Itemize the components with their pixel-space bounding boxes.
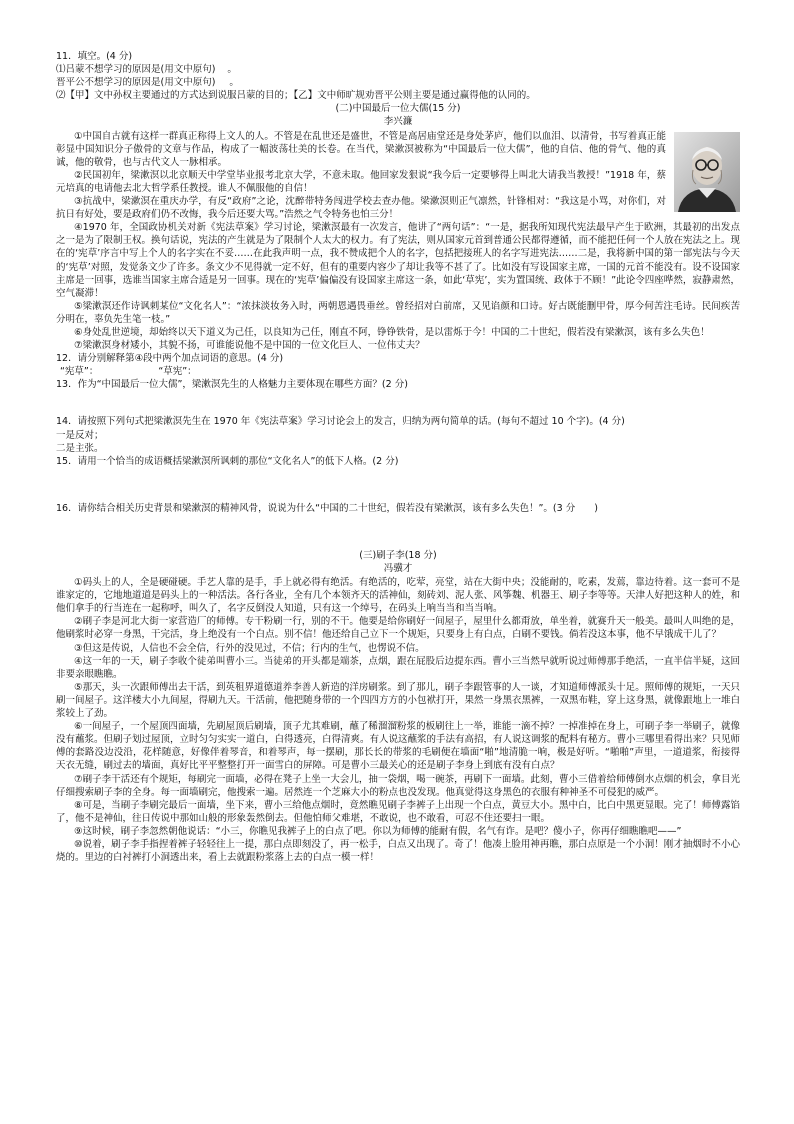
part3-para-8: ⑧可是，当刷子李刷完最后一面墙，坐下来，曹小三给他点烟时，竟然瞧见刷子李裤子上出现一个白点，黄豆大小。黑中白，比白中黑更显眼。完了！师傅露馅了，他不是神仙，往日传说中那如山般的形象轰然倒去。但他怕师父难堪，不敢说，也不敢看，可忍不住还要扫一眼。 xyxy=(56,799,740,824)
q11-line-2: 晋平公不想学习的原因是(用文中原句) 。 xyxy=(56,77,239,89)
q12-text: 12．请分别解释第④段中两个加点词语的意思。(4 分) xyxy=(56,353,284,365)
part3-para-10: ⑩说着，刷子李手指捏着裤子轻轻往上一提，那白点即刻没了，再一松手，白点又出现了。奇了！他凑上脸用神再瞧，那白点原是一个小洞！刚才抽烟时不小心烧的。里边的白衬裤打小洞透出来，看上去就跟粉浆落上去的白点一模一样！ xyxy=(56,838,740,864)
part3-para-4: ④这一年的一天，刷子李收个徒弟叫曹小三。当徒弟的开头都是端茶，点烟，跟在屁股后边提东西。曹小三当然早就听说过师傅那手绝活，一直半信半疑，这回非要亲眼瞧瞧。 xyxy=(56,655,740,680)
part3-para-1: ①码头上的人，全是硬碰硬。手艺人靠的是手，手上就必得有绝活。有绝活的，吃荤，亮堂，站在大街中央；没能耐的，吃素，发蔫，靠边待着。这一套可不是谁家定的，它地地道道是码头上的一种活法。各行各业，全有几个本领齐天的活神仙，刻砖刘、泥人张、风筝魏、机器王、刷子李等等。天津人好把这种人的姓，和他们拿手的行当连在一起称呼，叫久了，名字反倒没人知道，只有这一个绰号，在码头上响当当和当当响。 xyxy=(56,577,741,615)
q15-text: 15．请用一个恰当的成语概括梁漱溟所讽刺的那位“文化名人”的低下人格。(2 分) xyxy=(56,455,399,467)
part2-author: 李兴濂 xyxy=(383,116,413,128)
part2-para-2: ②民国初年，梁漱溟以北京顺天中学堂毕业报考北京大学，不意未取。他回家发狠说“我今后一定要够得上叫北大请我当教授！”1918 年，蔡元培真的电请他去北大哲学系任教授。谁人不佩服他的自信！ xyxy=(56,169,666,194)
part3-para-2: ②刷子李是河北大街一家营造厂的师傅。专干粉刷一行，别的不干。他要是给你刷好一间屋子，屋里什么都甭放，单坐着，就赛升天一般美。最叫人叫绝的是，他刷浆时必穿一身黑，干完活，身上绝没有一个白点。别不信！他还给自己立下一个规矩，只要身上有白点，白刷不要钱。倘若没这本事，他不早饿成干儿了？ xyxy=(56,616,740,641)
part2-para-6: ⑥身处乱世逆境，却始终以天下道义为己任，以良知为己任，刚直不阿，铮铮铁骨，是以雷烁于今！中国的二十世纪，假若没有梁漱溟，该有多么失色！ xyxy=(74,326,710,338)
part3-para-3: ③但这是传说，人信也不会全信，行外的没见过，不信；行内的生气，也愣说不信。 xyxy=(74,642,425,654)
part3-para-9: ⑨这时候，刷子李忽然朝他说话：“小三，你瞧见我裤子上的白点了吧。你以为师傅的能耐有假，名气有诈。是吧？傻小子，你再仔细瞧瞧吧——” xyxy=(74,825,682,837)
part2-heading: (二)中国最后一位大儒(15 分) xyxy=(335,103,461,115)
q14-a: 一是反对； xyxy=(56,429,104,441)
q11-line-3: ⑵【甲】文中孙权主要通过的方式达到说服吕蒙的目的；【乙】文中师旷规劝晋平公则主要是通过赢得他的认同的。 xyxy=(56,90,536,102)
portrait-image xyxy=(674,132,740,212)
q12-term-a: “宪草”： xyxy=(60,366,99,378)
part2-para-4: ④1970 年，全国政协机关对新《宪法草案》学习讨论，梁漱溟最有一次发言，他讲了“两句话”：“一是，据我所知现代宪法最早产生于欧洲，其最初的出发点之一是为了限制王权。换句话说，宪法的产生就是为了限制个人太大的权力。有了宪法，则从国家元首到普通公民都得遵循，而不能把任何一个人放在宪法之上。现在的‘宪草’序言中写上个人的名字实在不妥……在此我声明一点，我不赞成把个人的名字，包括把接班人的名字写进宪法……二是，我将新中国的第一部宪法与今天的‘宪草’对照，发觉条文少了许多。条文少不见得就一定不好，但有的重要内容少了却让我等不甚了了。比如没有写设国家主席，一国的元首不能没有。设不设国家主席是一回事，选谁当国家主席合适是另一回事。现在的‘宪草’偏偏没有设国家主席这一条，如此‘草宪’，实为置国统、政体于不顾！”此论令四座哗然，寂静肃然，空气凝滞！ xyxy=(56,222,741,299)
part2-para-1: ①中国自古就有这样一群真正称得上文人的人。不管是在乱世还是盛世，不管是高居庙堂还是身处茅庐，他们以血泪、以清骨，书写着真正能彰显中国知识分子傲骨的文章与作品，构成了一幅波荡壮美的长卷。在当代，梁漱溟被称为“中国最后一位大儒”，他的自信、他的骨气、他的真诚，他的敬骨，也与古代文人一脉相承。 xyxy=(56,130,666,168)
part3-para-7: ⑦刷子李干活还有个规矩，每刷完一面墙，必得在凳子上坐一大会儿，抽一袋烟，喝一碗茶，再刷下一面墙。此刻，曹小三借着给师傅倒水点烟的机会，拿目光仔细搜索刷子李的全身。每一面墙刷完，他搜索一遍。居然连一个芝麻大小的粉点也没发现。他真觉得这身黑色的衣服有种神圣不可侵犯的威严。 xyxy=(56,773,740,798)
part3-author: 冯骥才 xyxy=(383,563,413,574)
q11-line-1: ⑴吕蒙不想学习的原因是(用文中原句) 。 xyxy=(56,64,237,76)
q12-term-b: “草宪”： xyxy=(158,366,197,378)
q14-b: 二是主张。 xyxy=(56,442,104,454)
q12-answer-line xyxy=(56,365,740,378)
part2-para-3: ③抗战中，梁漱溟在重庆办学，有反“政府”之论，沈醉带特务闯进学校去查办他。梁漱溟则正气凛然，针锋相对：“我这是小骂，对你们，对抗日有好处，要是政府们仍不改悔，我今后还要大骂。”浩然之气令特务也怕三分！ xyxy=(56,196,666,221)
q14-text: 14．请按照下列句式把梁漱溟先生在 1970 年《宪法草案》学习讨论会上的发言，归纳为两句简单的话。(每句不超过 10 个字)。(4 分) xyxy=(56,416,625,428)
part2-para-7: ⑦梁漱溟身材矮小，其貌不扬，可谁能说他不是中国的一位文化巨人、一位伟丈夫？ xyxy=(74,340,425,352)
exam-page xyxy=(56,50,740,864)
part3-para-6: ⑥一间屋子，一个屋顶四面墙，先刷屋顶后刷墙，顶子尤其难刷，蘸了稀溜溜粉浆的板刷往上一举，谁能一滴不掉？一掉准掉在身上，可刷子李一举刷子，就像没有蘸浆。但刷子划过屋顶，立时匀匀实实一道白，白得透亮，白得清爽。有人说这蘸浆的手法有高招，有人说这调浆的配料有秘方。曹小三哪里看得出来？只见师傅的套路没边没沿，花样随意，好像伴着琴音，和着琴声，每一摆刷，那长长的带浆的毛刷便在墙面“啪”地清脆一响，极是好听。“啪啪”声里，一道道浆，衔接得天衣无缝，刷过去的墙面，真好比平平整整打开一面雪白的屏障。可是曹小三最关心的还是刷子李身上到底有没有白点？ xyxy=(56,721,741,772)
portrait-photo xyxy=(674,132,740,212)
q16-text: 16．请你结合相关历史背景和梁漱溟的精神风骨，说说为什么“中国的二十世纪，假若没有梁漱溟，该有多么失色！”。(3 分 ) xyxy=(56,502,598,514)
part3-para-5: ⑤那天，头一次跟师傅出去干活，到英租界道德道养李善人新造的洋房刷浆。到了那儿，刷子李跟管事的人一谈，才知道师傅派头十足。照师傅的规矩，一天只刷一间屋子。这洋楼大小九间屋，得刷九天。干活前，他把随身带的一个四四方方的小包袱打开，果然一身黑衣黑裤，一双黑布鞋，穿上这身黑，就像跟地上一堆白浆较上了劲。 xyxy=(56,681,741,720)
part2-para-5: ⑤梁漱溟还作诗讽刺某位“文化名人”：“浓抹淡妆务入时，两朝恩遇畏垂丝。曾经招对白前席，又见谄颜和口诗。好古既能删甲骨，厚今何苦注毛诗。民间疾苦分明在，辜负先生笔一枝。” xyxy=(56,300,740,325)
q11-title: 11．填空。(4 分) xyxy=(56,51,133,62)
part3-heading: (三)刷子李(18 分) xyxy=(359,549,437,561)
q13-text: 13．作为“中国最后一位大儒”，梁漱溟先生的人格魅力主要体现在哪些方面？(2 分) xyxy=(56,379,408,391)
